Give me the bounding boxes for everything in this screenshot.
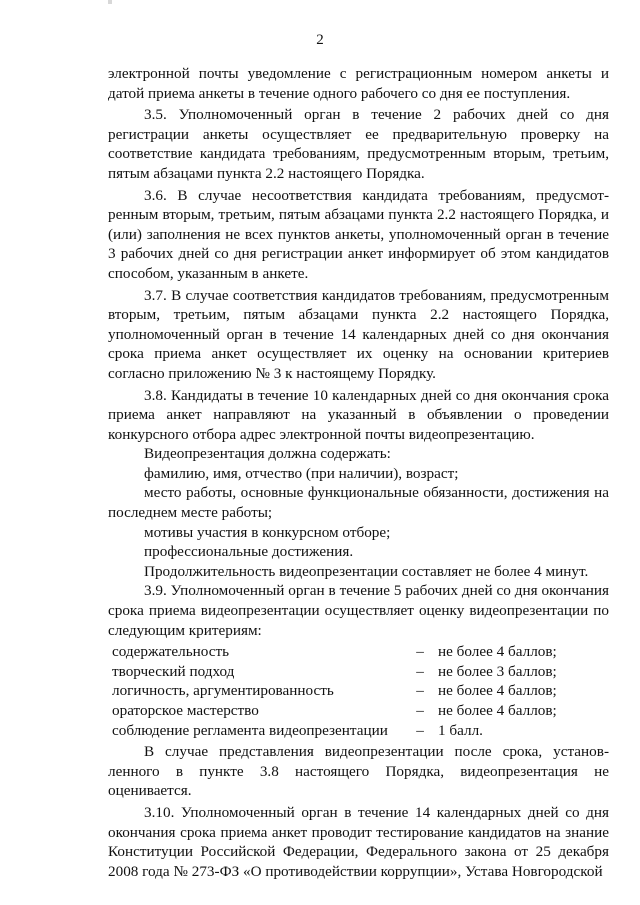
criteria-dash: –: [416, 662, 424, 680]
criteria-row: [112, 681, 609, 701]
criteria-dash: –: [416, 721, 424, 739]
paragraph-continuation: электронной почты уведомление с регистрационным номером анкеты и датой приема анкеты в течение одного рабочего со дня ее поступления.: [108, 65, 609, 102]
scan-mark: [108, 0, 112, 4]
paragraph-video-item-2: место работы, основные функциональные обязанности, достижения на последнем месте работы;: [108, 484, 609, 522]
paragraph-3-6: 3.6. В случае несоответствия кандидата требованиям, предусмотренным вторым, третьим, пятым абзацами пункта 2.2 настоящего Порядка, и (или) заполнения не всех пунктов анкеты, уполномоченный орган в течение 3 рабочих дней со дня регистрации анкет информирует об этом кандидатов способом, указанным в анкете.: [108, 186, 609, 282]
criteria-row: [112, 701, 609, 721]
paragraph-3-10: 3.10. Уполномоченный орган в течение 14 календарных дней со дня окончания срока приема анкет проводит тестирование кандидатов на знание Конституции Российской Федерации, Федерального закона от 25 декабря 2008 года № 273-ФЗ «О противодействии коррупции», Устава Новгородской: [108, 803, 609, 880]
criteria-name: творческий подход: [112, 662, 235, 680]
paragraph-3-7: 3.7. В случае соответствия кандидатов требованиям, предусмотренным вторым, третьим, пятым абзацами пункта 2.2 настоящего Порядка, уполномоченный орган в течение 14 календарных дней со дня окончания срока приема анкет осуществляет их оценку на основании критериев согласно приложению № 3 к настоящему Порядку.: [108, 286, 609, 382]
paragraph-3-8: 3.8. Кандидаты в течение 10 календарных дней со дня окончания срока приема анкет направляют на указанный в объявлении о проведении конкурсного отбора адрес электронной почты видеопрезентацию.: [108, 386, 609, 443]
paragraph-3-5: 3.5. Уполномоченный орган в течение 2 рабочих дней со дня регистрации анкеты осуществляет ее предварительную проверку на соответствие кандидата требованиям, предусмотренным вторым, третьим, пятым абзацами пункта 2.2 настоящего Порядка.: [108, 106, 609, 182]
criteria-dash: –: [416, 702, 424, 719]
paragraph-video-item-3: мотивы участия в конкурсном отборе;: [144, 523, 391, 541]
page-number: 2: [316, 32, 324, 48]
criteria-name: ораторское мастерство: [112, 702, 259, 719]
paragraph-3-9: 3.9. Уполномоченный орган в течение 5 рабочих дней со дня окончания срока приема видеопрезентации осуществляет оценку видеопрезентации по следующим критериям:: [108, 582, 609, 639]
criteria-name: логичность, аргументированность: [112, 682, 334, 700]
criteria-score: не более 4 баллов;: [438, 643, 557, 661]
criteria-score: не более 4 баллов;: [438, 702, 557, 719]
criteria-row: [112, 662, 609, 682]
paragraph-video-item-4: профессиональные достижения.: [144, 543, 354, 561]
paragraph-late-video: В случае представления видеопрезентации после срока, установленного в пункте 3.8 настоящего Порядка, видеопрезентация не оценивается.: [108, 743, 609, 800]
criteria-name: соблюдение регламента видеопрезентации: [112, 721, 388, 739]
criteria-name: содержательность: [112, 643, 230, 661]
criteria-score: не более 3 баллов;: [438, 662, 557, 680]
paragraph-video-item-1: фамилию, имя, отчество (при наличии), возраст;: [144, 464, 459, 482]
criteria-dash: –: [416, 682, 424, 700]
criteria-list: [112, 642, 609, 740]
paragraph-video-content: Видеопрезентация должна содержать:: [144, 445, 391, 463]
document-body: [108, 64, 609, 881]
paragraph-video-duration: Продолжительность видеопрезентации составляет не более 4 минут.: [144, 562, 589, 580]
criteria-score: 1 балл.: [438, 721, 483, 739]
criteria-row: [112, 721, 609, 741]
criteria-row: [112, 642, 609, 662]
criteria-score: не более 4 баллов;: [438, 682, 557, 700]
criteria-dash: –: [416, 643, 424, 661]
